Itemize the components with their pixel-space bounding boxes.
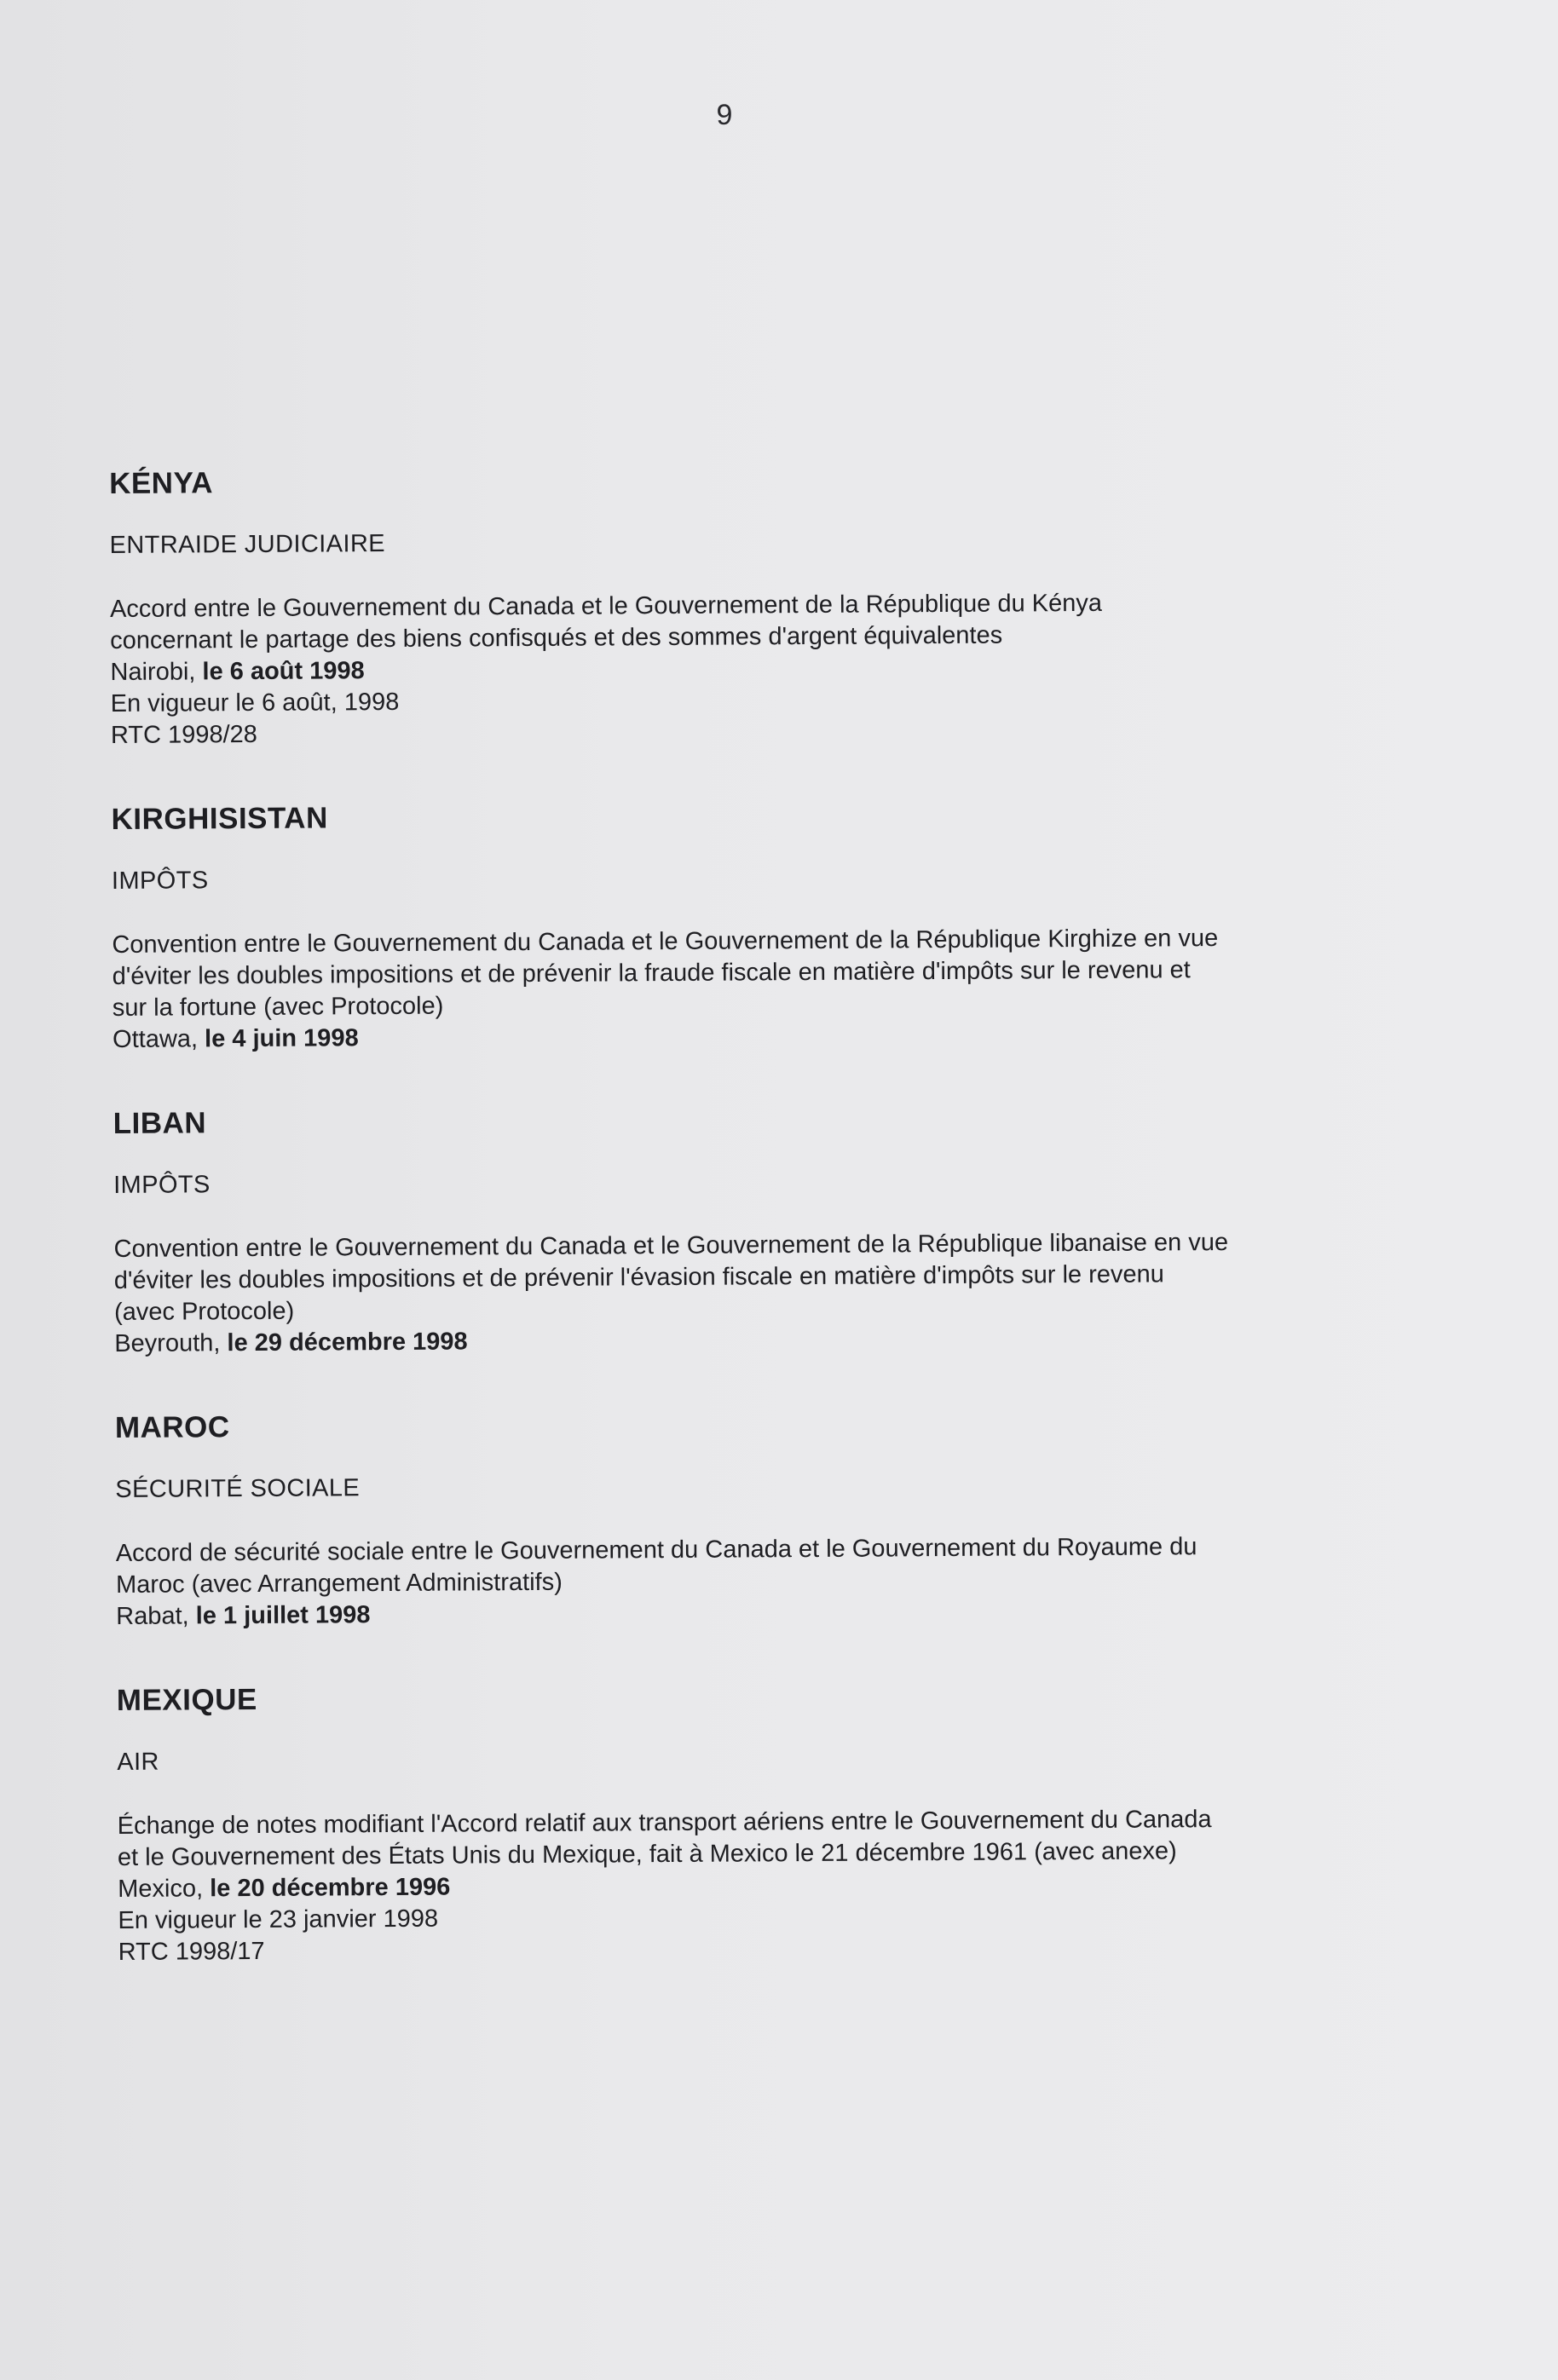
treaty-title-line: Accord entre le Gouvernement du Canada et le Gouvernement de la République du Kénya: [109, 589, 1103, 623]
treaty-title-line: concernant le partage des biens confisqués et des sommes d'argent équivalentes: [110, 621, 1003, 654]
treaty-title-line: d'éviter les doubles impositions et de prévenir la fraude fiscale en matière d'impôts sur le revenu et: [112, 956, 1191, 990]
treaty-title-line: Maroc (avec Arrangement Administratifs): [115, 1568, 563, 1599]
treaty-section-maroc: [115, 1403, 1395, 1633]
country-heading: MAROC: [114, 1410, 230, 1444]
entry-into-force: En vigueur le 23 janvier 1998: [118, 1905, 439, 1934]
country-heading: MEXIQUE: [116, 1682, 257, 1717]
treaty-title-line: et le Gouvernement des États Unis du Mexique, fait à Mexico le 21 décembre 1961 (avec anexe): [117, 1837, 1177, 1871]
signing-place: Rabat,: [116, 1602, 189, 1630]
signing-place: Mexico,: [118, 1875, 204, 1903]
subject-heading: IMPÔTS: [111, 867, 209, 895]
signing-date: le 1 juillet 1998: [195, 1601, 371, 1630]
signing-place-date: [116, 1593, 1394, 1633]
treaty-reference: RTC 1998/28: [110, 720, 257, 749]
signing-place: Nairobi,: [110, 658, 196, 686]
treaty-title-line: Convention entre le Gouvernement du Canada et le Gouvernement de la République Kirghize en vue: [112, 925, 1219, 959]
treaty-title-line: sur la fortune (avec Protocole): [112, 992, 444, 1022]
treaty-section-kirghisistan: [111, 795, 1391, 1056]
treaty-list: [109, 459, 1397, 2020]
signing-date: le 20 décembre 1996: [210, 1873, 451, 1903]
subject-heading: AIR: [117, 1748, 159, 1776]
signing-date: le 4 juin 1998: [205, 1024, 359, 1053]
treaty-section-kenya: [109, 459, 1389, 752]
treaty-title-line: Accord de sécurité sociale entre le Gouvernement du Canada et le Gouvernement du Royaume du: [115, 1533, 1197, 1567]
treaty-title-line: (avec Protocole): [113, 1297, 295, 1326]
treaty-title-line: Convention entre le Gouvernement du Canada et le Gouvernement de la République libanaise en vue: [113, 1228, 1229, 1263]
treaty-section-liban: [113, 1099, 1394, 1360]
signing-place: Ottawa,: [113, 1025, 199, 1053]
subject-heading: ENTRAIDE JUDICIAIRE: [109, 530, 386, 559]
subject-heading: SÉCURITÉ SOCIALE: [115, 1474, 361, 1503]
signing-date: le 29 décembre 1998: [227, 1328, 468, 1357]
treaty-reference: RTC 1998/17: [118, 1937, 265, 1966]
treaty-title-line: d'éviter les doubles impositions et de prévenir l'évasion fiscale en matière d'impôts sur le revenu: [113, 1260, 1164, 1294]
treaty-section-mexique: [117, 1676, 1397, 1968]
page-number: 9: [716, 99, 733, 131]
signing-place-date: [113, 1017, 1391, 1056]
country-heading: KIRGHISISTAN: [111, 801, 328, 836]
signing-place-date: [114, 1321, 1393, 1360]
treaty-title-line: Échange de notes modifiant l'Accord relatif aux transport aériens entre le Gouvernement du Canada: [117, 1806, 1212, 1840]
signing-place: Beyrouth,: [114, 1329, 221, 1357]
entry-into-force: En vigueur le 6 août, 1998: [110, 688, 400, 717]
country-heading: LIBAN: [113, 1106, 207, 1140]
country-heading: KÉNYA: [109, 466, 214, 500]
subject-heading: IMPÔTS: [113, 1171, 211, 1199]
signing-date: le 6 août 1998: [202, 657, 365, 686]
